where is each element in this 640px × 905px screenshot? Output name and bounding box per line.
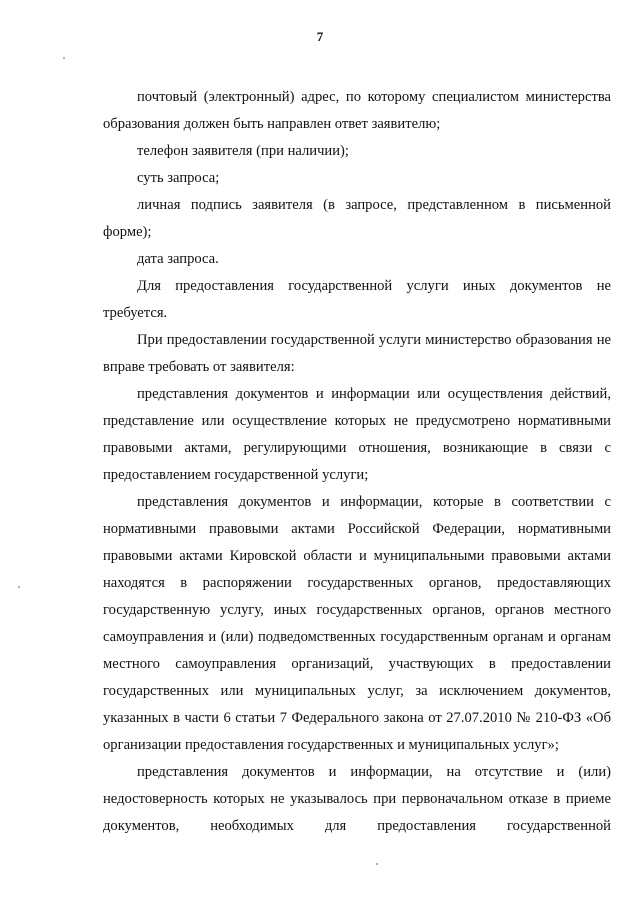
paragraph-request-essence: суть запроса; (137, 170, 220, 186)
page-number: 7 (316, 29, 324, 44)
paragraph-signature: личная подпись заявителя (в запросе, представленном в письменной форме); (103, 197, 611, 240)
paragraph-restriction-documents: представления документов и информации, которые в соответствии с нормативными правовыми актами Российской Федерации, нормативными правовыми актами Кировской области и муниципальными правовыми актами находятся в распоряжении государственных органов, предоставляющих государственную услугу, иных государственных органов, органов местного самоуправления и (или) подведомственных государственным органам и органам местного самоуправления организаций, участвующих в предоставлении государственных или муниципальных услуг, за исключением документов, указанных в части 6 статьи 7 Федерального закона от 27.07.2010 № 210-ФЗ «Об организации предоставления государственных и муниципальных услуг»; (103, 494, 611, 753)
scan-speck (63, 57, 65, 59)
paragraph-phone: телефон заявителя (при наличии); (137, 143, 349, 159)
body-text (103, 84, 611, 840)
paragraph-restriction-actions: представления документов и информации или осуществления действий, представление или осуществление которых не предусмотрено нормативными правовыми актами, регулирующими отношения, возникающие в связи с предоставлением государственной услуги; (103, 386, 611, 483)
paragraph-request-date: дата запроса. (137, 251, 219, 267)
paragraph-ministry-restrictions: При предоставлении государственной услуги министерство образования не вправе требовать от заявителя: (103, 332, 611, 375)
paragraph-postal-address: почтовый (электронный) адрес, по которому специалистом министерства образования должен быть направлен ответ заявителю; (103, 89, 611, 132)
paragraph-no-other-documents: Для предоставления государственной услуги иных документов не требуется. (103, 278, 611, 321)
scan-speck (376, 863, 378, 865)
scan-speck (18, 586, 20, 588)
paragraph-restriction-refusal: представления документов и информации, на отсутствие и (или) недостоверность которых не указывалось при первоначальном отказе в приеме документов, необходимых для предоставления государственной (103, 764, 611, 834)
